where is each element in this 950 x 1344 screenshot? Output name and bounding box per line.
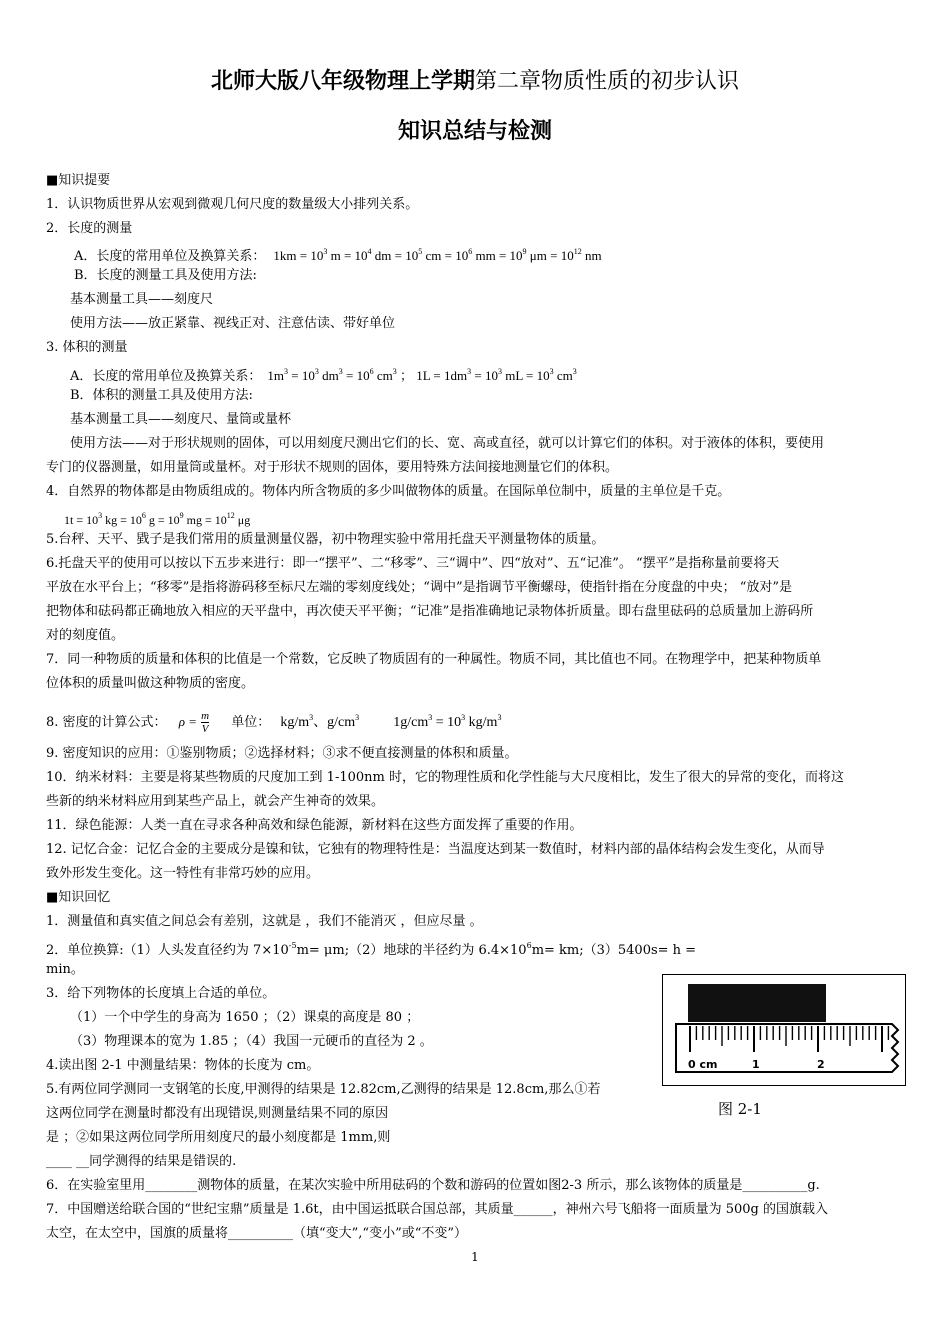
text-line: 9. 密度知识的应用：①鉴别物质；②选择材料；③求不便直接测量的体积和质量。 — [46, 746, 518, 761]
question-line: 5.有两位同学测同一支钢笔的长度,甲测得的结果是 12.82cm,乙测得的结果是 12.8cm,那么①若 — [46, 1082, 601, 1097]
page-title: 北师大版八年级物理上学期第二章物质性质的初步认识 — [210, 69, 740, 94]
text-line: 11．绿色能源：人类一直在寻求各种高效和绿色能源，新材料在这些方面发挥了重要的作用。 — [46, 818, 583, 833]
ruler-label-2: 2 — [817, 1058, 825, 1071]
text-line: B．长度的测量工具及使用方法: — [74, 268, 257, 283]
ruler-label-0: 0 cm — [688, 1058, 718, 1071]
page-subtitle: 知识总结与检测 — [397, 119, 552, 144]
text-line: 位体积的质量叫做这种物质的密度。 — [46, 676, 255, 691]
text-line: 12. 记忆合金：记忆合金的主要成分是镍和钛，它独有的物理特性是：当温度达到某一数值时，材料内部的晶体结构会发生变化，从而导 — [46, 842, 825, 857]
mass-units-line: $1t = 10^3$ kg = $10^6$ $g = 10^9$ mg = $10^{12}$ μg — [64, 511, 251, 527]
text-line: 些新的纳米材料应用到某些产品上，就会产生神奇的效果。 — [46, 794, 385, 809]
text-line: 使用方法——对于形状规则的固体，可以用刻度尺测出它们的长、宽、高或直径，就可以计算它们的体积。对于液体的体积，要使用 — [70, 436, 825, 451]
question-line: 2．单位换算:（1）人头发直径约为 $7\times 10^{-5}m=$ μm;（2）地球的半径约为 $6.4\times 10^6m=$ km;（3）5400s= h = — [46, 941, 697, 958]
question-line: （1）一个中学生的身高为 1650 ；（2）课桌的高度是 80 ； — [70, 1010, 420, 1025]
text-line: 5.台秤、天平、戥子是我们常用的质量测量仪器，初中物理实验中常用托盘天平测量物体的质量。 — [46, 532, 605, 547]
text-line: 2．长度的测量 — [46, 221, 133, 236]
text-line: 平放在水平台上；“移零”是指将游码移至标尺左端的零刻度线处；“调中”是指调节平衡螺母，使指针指在分度盘的中央； “放对”是 — [46, 580, 793, 595]
text-line: 基本测量工具——刻度尺 — [70, 292, 214, 307]
text-line: 专门的仪器测量，如用量筒或量杯。对于形状不规则的固体，要用特殊方法间接地测量它们的体积。 — [46, 460, 619, 475]
question-line: 3．给下列物体的长度填上合适的单位。 — [46, 986, 276, 1001]
question-line: 是 ；②如果这两位同学所用刻度尺的最小刻度都是 1mm,则 — [46, 1130, 391, 1145]
density-fraction: $\frac{m}{V}$ — [201, 710, 210, 735]
text-line: 对的刻度值。 — [46, 628, 125, 643]
text-line: 使用方法——放正紧靠、视线正对、注意估读、带好单位 — [70, 316, 396, 331]
ruler-label-1: 1 — [752, 1058, 760, 1071]
density-formula-line: 8. 密度的计算公式： ρ = $\frac{m}{V}$ 单位： $kg/m^3$、$g/cm^3$ $1g/cm^3 = 10^3$ $kg/m^3$ — [46, 710, 502, 735]
figure-caption: 图 2-1 — [718, 1100, 762, 1118]
length-units-line: A．长度的常用单位及换算关系： $1km = 10^3$ $m = 10^4$ dm = $10^5$ cm = $10^6$ mm = $10^9$ $\mu m = 10^{12}$ nm — [74, 247, 602, 264]
section-heading-knowledge: ■知识提要 — [46, 173, 111, 188]
text-line: 把物体和砝码都正确地放入相应的天平盘中，再次使天平平衡；“记准”是指准确地记录物体折质量。即右盘里砝码的总质量加上游码所 — [46, 604, 814, 619]
question-line: 6．在实验室里用________测物体的质量，在某次实验中所用砝码的个数和游码的位置如图2-3 所示，那么该物体的质量是__________g. — [46, 1178, 820, 1193]
question-line: ____ __同学测得的结果是错误的. — [46, 1154, 237, 1169]
text-line: 3. 体积的测量 — [46, 340, 128, 355]
section-heading-recall: ■知识回忆 — [46, 890, 111, 905]
text-line: 致外形发生变化。这一特性有非常巧妙的应用。 — [46, 866, 320, 881]
text-line: B．体积的测量工具及使用方法: — [70, 388, 253, 403]
text-line: 7．同一种物质的质量和体积的比值是一个常数，它反映了物质固有的一种属性。物质不同，其比值也不同。在物理学中，把某种物质单 — [46, 652, 822, 667]
text-line: 6.托盘天平的使用可以按以下五步来进行：即一“摆平”、二“移零”、三“调中”、四“放对”、五“记准”。 “摆平”是指称量前要将天 — [46, 556, 780, 571]
question-line: 4.读出图 2-1 中测量结果：物体的长度为 cm。 — [46, 1058, 320, 1073]
volume-units-line: A．长度的常用单位及换算关系： $1m^3 = 10^3$ $dm^3 = 10^6$ $cm^3$ ； $1L = 1dm^3 = 10^3$ mL = $10^3$ $cm^3$ — [70, 367, 577, 384]
text-line: 1．认识物质世界从宏观到微观几何尺度的数量级大小排列关系。 — [46, 197, 419, 212]
question-line: 1．测量值和真实值之间总会有差别，这就是 ，我们不能消灭 ，但应尽量 。 — [46, 914, 483, 929]
question-line: 7．中国赠送给联合国的“世纪宝鼎”质量是 1.6t，由中国运抵联合国总部，其质量______，神州六号飞船将一面质量为 500g 的国旗载入 — [46, 1202, 828, 1217]
question-line: min。 — [46, 962, 84, 977]
text-line: 10．纳米材料：主要是将某些物质的尺度加工到 1-100nm 时，它的物理性质和化学性能与大尺度相比，发生了很大的异常的变化，而将这 — [46, 770, 844, 785]
question-line: 太空，在太空中，国旗的质量将__________（填“变大”,“变小”或“不变”） — [46, 1226, 468, 1241]
text-line: 基本测量工具——刻度尺、量筒或量杯 — [70, 412, 292, 427]
question-line: （3）物理课本的宽为 1.85 ；（4）我国一元硬币的直径为 2 。 — [70, 1034, 433, 1049]
page-number: 1 — [471, 1250, 479, 1264]
ruler-figure — [662, 974, 906, 1086]
measured-object — [688, 984, 826, 1022]
text-line: 4．自然界的物体都是由物质组成的。物体内所含物质的多少叫做物体的质量。在国际单位制中，质量的主单位是千克。 — [46, 484, 731, 499]
question-line: 这两位同学在测量时都没有出现错误,则测量结果不同的原因 — [46, 1106, 389, 1121]
